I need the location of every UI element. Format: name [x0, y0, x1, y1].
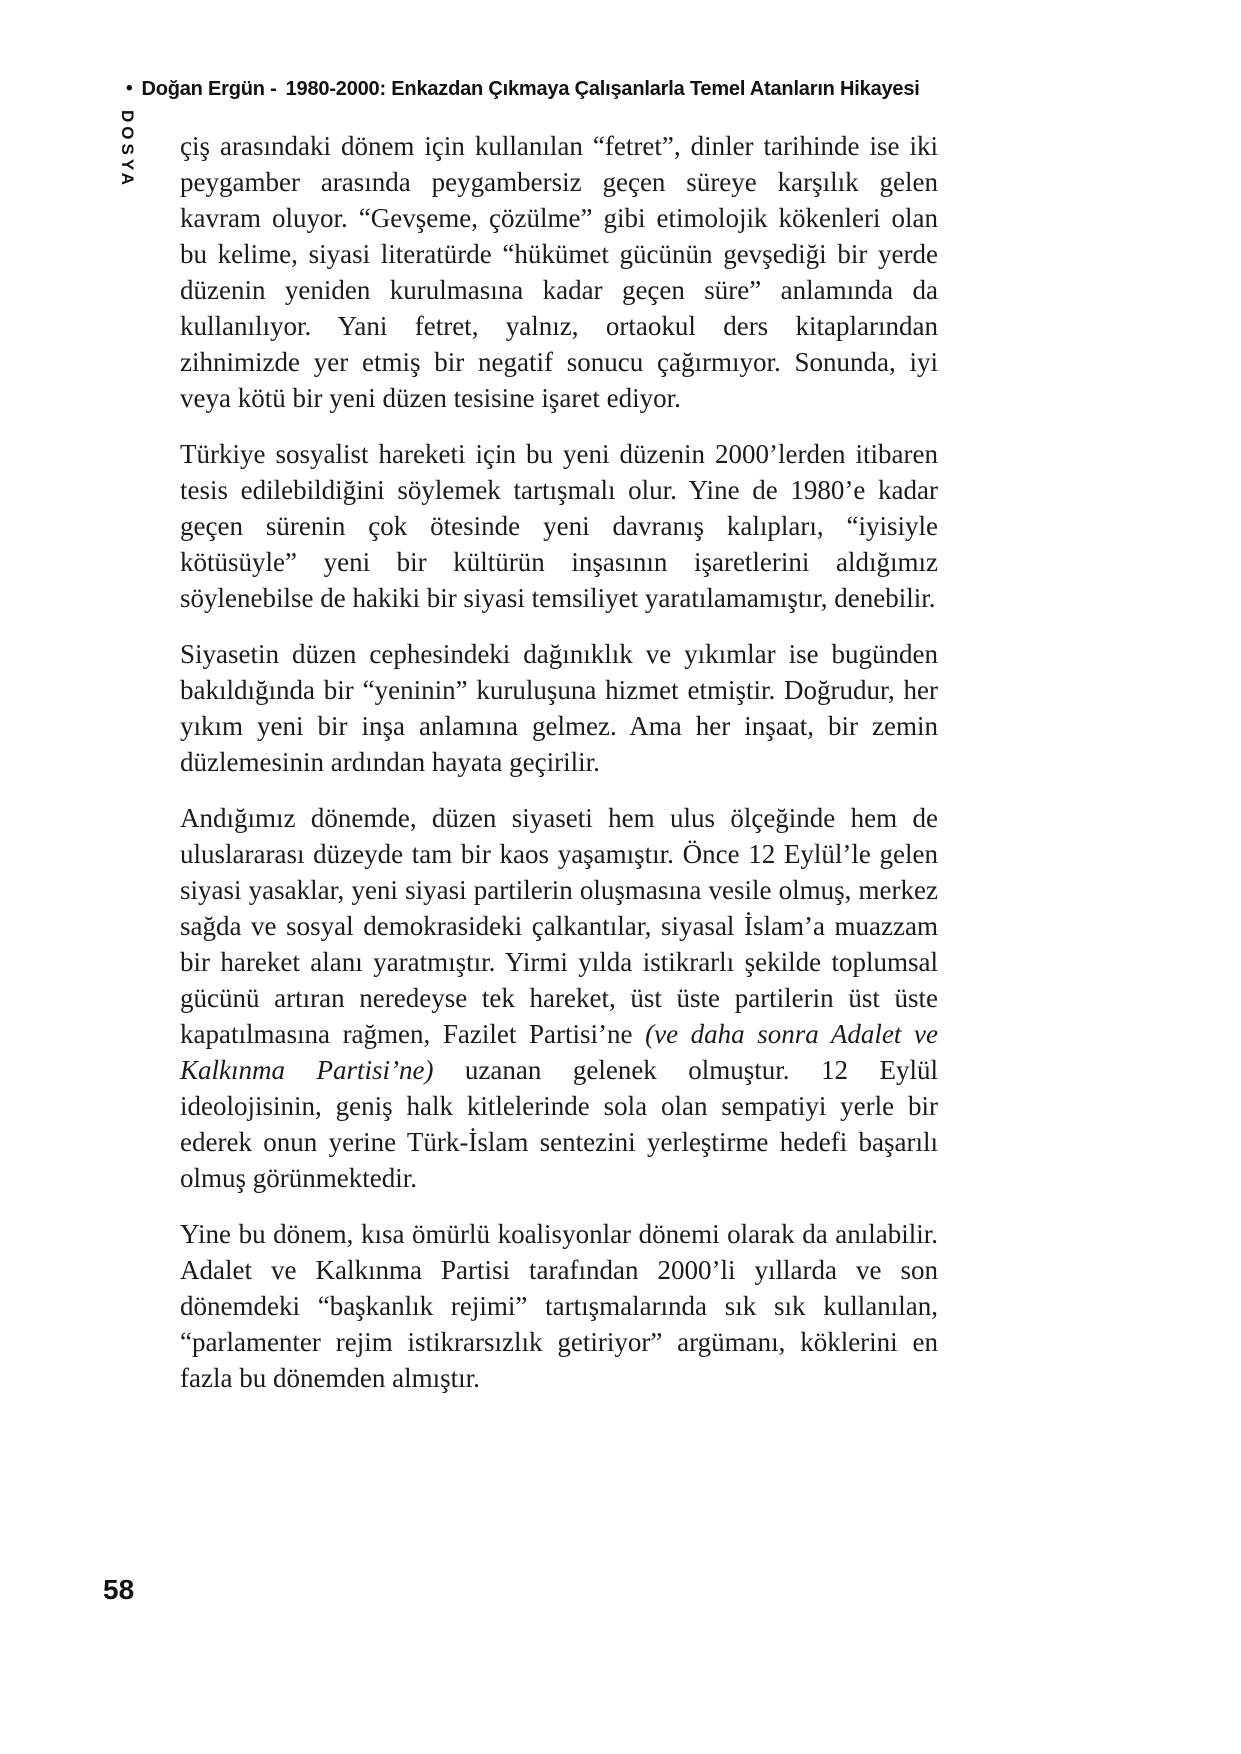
paragraph-5: Yine bu dönem, kısa ömürlü koalisyonlar dönemi olarak da anılabilir. Adalet ve Kalkınma Partisi tarafından 2000’li yıllarda ve son dönemdeki “başkanlık rejimi” tartışmalarında sık sık kullanılan, “parlamenter rejim istikrarsızlık getiriyor” argümanı, köklerini en fazla bu dönemden almıştır. [180, 1219, 938, 1393]
paragraph-1: çiş arasındaki dönem için kullanılan “fetret”, dinler tarihinde ise iki peygamber arasında peygambersiz geçen süreye karşılık gelen kavram oluyor. “Gevşeme, çözülme” gibi etimolojik kökenleri olan bu kelime, siyasi literatürde “hükümet gücünün gevşediği bir yerde düzenin yeniden kurulmasına kadar geçen süre” anlamında da kullanılıyor. Yani fetret, yalnız, ortaokul ders kitaplarından zihnimizde yer etmiş bir negatif sonucu çağırmıyor. Sonunda, iyi veya kötü bir yeni düzen tesisine işaret ediyor. [180, 131, 938, 413]
paragraph-4-italic: (ve daha sonra Adalet ve Kalkınma Partisi’ne) [180, 1019, 938, 1085]
paragraph-4 [180, 800, 938, 1196]
paragraph-2: Türkiye sosyalist hareketi için bu yeni düzenin 2000’lerden itibaren tesis edilebildiğini söylemek tartışmalı olur. Yine de 1980’e kadar geçen sürenin çok ötesinde yeni davranış kalıpları, “iyisiyle kötüsüyle” yeni bir kültürün inşasının işaretlerini aldığımız söylenebilse de hakiki bir siyasi temsiliyet yaratılamamıştır, denebilir. [180, 439, 938, 613]
header-title: 1980-2000: Enkazdan Çıkmaya Çalışanlarla Temel Atanların Hikayesi [285, 78, 920, 100]
paragraph-3: Siyasetin düzen cephesindeki dağınıklık ve yıkımlar ise bugünden bakıldığında bir “yeninin” kuruluşuna hizmet etmiştir. Doğrudur, her yıkım yeni bir inşa anlamına gelmez. Ama her inşaat, bir zemin düzlemesinin ardından hayata geçirilir. [180, 639, 938, 777]
page-number: 58 [103, 1574, 135, 1605]
page-header [126, 78, 920, 101]
header-author: Doğan Ergün - [141, 78, 277, 100]
bullet-icon: • [126, 78, 133, 99]
paragraph-4-post: uzanan gelenek olmuştur. 12 Eylül ideolojisinin, geniş halk kitlelerinde sola olan sempatiyi yerle bir ederek onun yerine Türk-İslam sentezini yerleştirme hedefi başarılı olmuş görünmektedir. [180, 1055, 938, 1193]
body-text [180, 128, 938, 1416]
sidebar-label-dosya: DOSYA [118, 110, 137, 189]
paragraph-4-pre: Andığımız dönemde, düzen siyaseti hem ulus ölçeğinde hem de uluslararası düzeyde tam bir kaos yaşamıştır. Önce 12 Eylül’le gelen siyasi yasaklar, yeni siyasi partilerin oluşmasına vesile olmuş, merkez sağda ve sosyal demokrasideki çalkantılar, siyasal İslam’a muazzam bir hareket alanı yaratmıştır. Yirmi yılda istikrarlı şekilde toplumsal gücünü artıran neredeyse tek hareket, üst üste partilerin üst üste kapatılmasına rağmen, Fazilet Partisi’ne [180, 803, 938, 1049]
